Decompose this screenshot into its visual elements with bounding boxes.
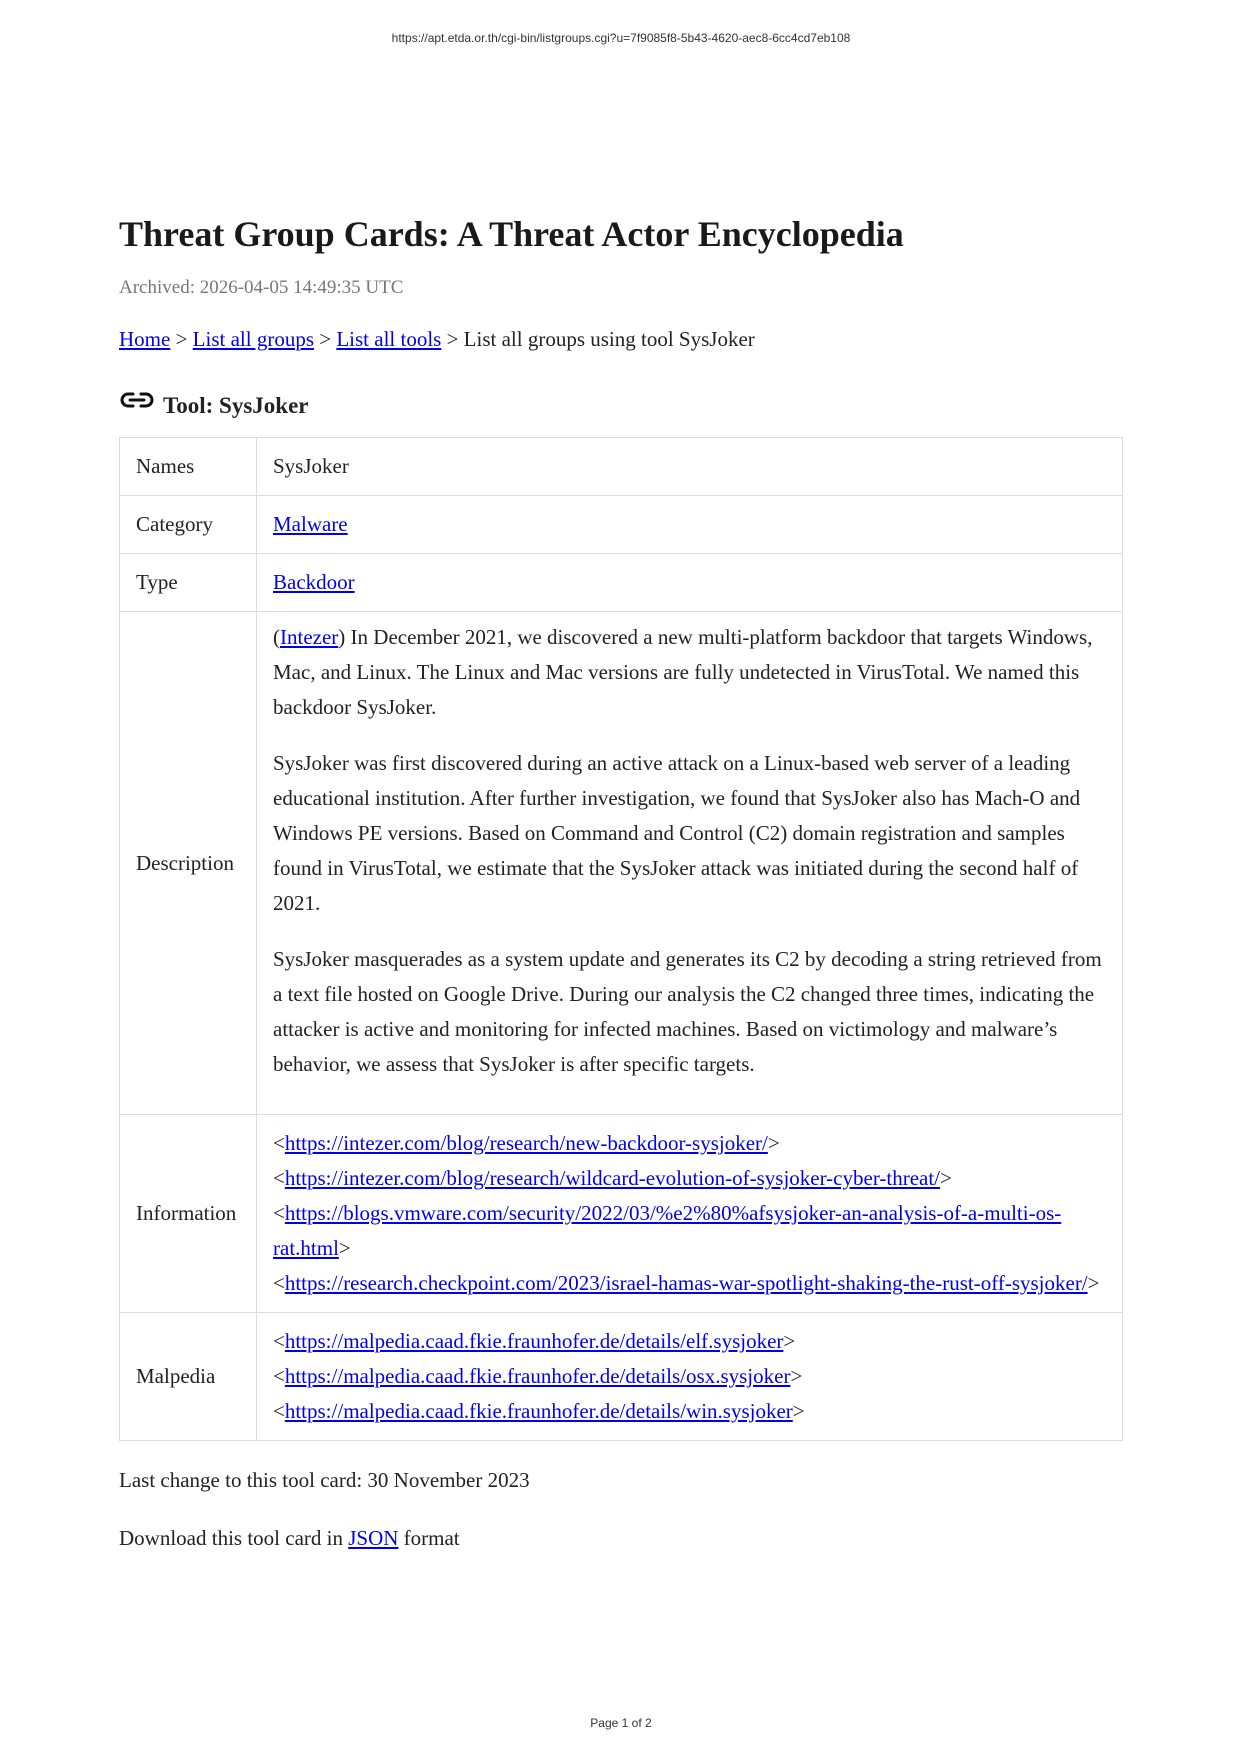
type-cell [257, 554, 1123, 612]
malpedia-link[interactable]: https://malpedia.caad.fkie.fraunhofer.de/details/osx.sysjoker [284, 1364, 791, 1388]
table-row [120, 1313, 1123, 1441]
angle-open: < [273, 1166, 285, 1190]
description-paragraph [273, 620, 1106, 725]
json-download-link[interactable]: JSON [348, 1526, 399, 1550]
breadcrumb-separator: > [170, 327, 193, 351]
reference-link[interactable]: https://intezer.com/blog/research/wildcard-evolution-of-sysjoker-cyber-threat/ [284, 1166, 941, 1190]
tool-heading-text: Tool: SysJoker [163, 393, 309, 418]
link-icon [119, 385, 155, 415]
breadcrumb-groups-link[interactable]: List all groups [192, 327, 314, 351]
description-cell [257, 612, 1123, 1115]
reference-line [273, 1196, 1106, 1266]
paren-open: ( [273, 625, 280, 649]
information-cell [257, 1115, 1123, 1313]
download-line [119, 1519, 1123, 1557]
angle-close: > [1087, 1271, 1100, 1295]
malpedia-cell [257, 1313, 1123, 1441]
page-title: Threat Group Cards: A Threat Actor Encyclopedia [119, 214, 904, 254]
malpedia-link[interactable]: https://malpedia.caad.fkie.fraunhofer.de/details/win.sysjoker [284, 1399, 793, 1423]
malpedia-line [273, 1359, 1106, 1394]
table-row [120, 612, 1123, 1115]
paren-close: ) [338, 625, 346, 649]
tool-heading [119, 385, 1123, 421]
angle-open: < [273, 1131, 285, 1155]
angle-open: < [273, 1271, 285, 1295]
malpedia-line [273, 1394, 1106, 1429]
angle-close: > [792, 1399, 805, 1423]
type-label: Type [120, 554, 257, 612]
breadcrumb-home-link[interactable]: Home [119, 327, 171, 351]
last-change-text: Last change to this tool card: 30 November 2023 [119, 1468, 530, 1492]
print-header-url: https://apt.etda.or.th/cgi-bin/listgroups.cgi?u=7f9085f8-5b43-4620-aec8-6cc4cd7eb108 [391, 31, 851, 45]
table-row [120, 554, 1123, 612]
reference-link[interactable]: https://research.checkpoint.com/2023/israel-hamas-war-spotlight-shaking-the-rust-off-sysjoker/ [284, 1271, 1088, 1295]
table-row [120, 438, 1123, 496]
angle-close: > [790, 1364, 803, 1388]
description-paragraph: SysJoker was first discovered during an active attack on a Linux-based web server of a leading educational institution. After further investigation, we found that SysJoker also has Mach-O and Windows PE versions. Based on Command and Control (C2) domain registration and samples found in VirusTotal, we estimate that the SysJoker attack was initiated during the second half of 2021. [273, 751, 1081, 915]
angle-open: < [273, 1399, 285, 1423]
table-row [120, 496, 1123, 554]
tool-card-table [119, 437, 1123, 1441]
main-content [119, 212, 1123, 1557]
description-text: In December 2021, we discovered a new multi-platform backdoor that targets Windows, Mac, and Linux. The Linux and Mac versions are fully undetected in VirusTotal. We named this backdoor SysJoker. [273, 625, 1093, 719]
breadcrumb-separator: > [314, 327, 337, 351]
breadcrumb [119, 325, 1123, 353]
reference-link[interactable]: https://intezer.com/blog/research/new-backdoor-sysjoker/ [284, 1131, 768, 1155]
angle-open: < [273, 1201, 285, 1225]
angle-open: < [273, 1329, 285, 1353]
names-label: Names [120, 438, 257, 496]
reference-link[interactable]: https://blogs.vmware.com/security/2022/03/%e2%80%afsysjoker-an-analysis-of-a-multi-os-rat.html [273, 1201, 1062, 1260]
angle-close: > [940, 1166, 952, 1190]
table-row [120, 1115, 1123, 1313]
breadcrumb-tools-link[interactable]: List all tools [336, 327, 442, 351]
names-value: SysJoker [257, 438, 1123, 496]
malpedia-link[interactable]: https://malpedia.caad.fkie.fraunhofer.de/details/elf.sysjoker [284, 1329, 784, 1353]
angle-close: > [767, 1131, 780, 1155]
angle-close: > [338, 1236, 351, 1260]
category-link[interactable]: Malware [273, 512, 348, 536]
breadcrumb-current: > List all groups using tool SysJoker [441, 327, 755, 351]
type-link[interactable]: Backdoor [273, 570, 355, 594]
page-number: Page 1 of 2 [590, 1716, 652, 1730]
malpedia-label: Malpedia [120, 1313, 257, 1441]
reference-line [273, 1266, 1106, 1301]
category-cell [257, 496, 1123, 554]
angle-open: < [273, 1364, 285, 1388]
malpedia-line [273, 1324, 1106, 1359]
download-prefix: Download this tool card in [119, 1526, 349, 1550]
category-label: Category [120, 496, 257, 554]
intezer-source-link[interactable]: Intezer [280, 625, 339, 649]
archived-timestamp: Archived: 2026-04-05 14:49:35 UTC [119, 277, 404, 298]
description-label: Description [120, 612, 257, 1115]
description-paragraph: SysJoker masquerades as a system update and generates its C2 by decoding a string retrieved from a text file hosted on Google Drive. During our analysis the C2 changed three times, indicating the attacker is active and monitoring for infected machines. Based on victimology and malware’s behavior, we assess that SysJoker is after specific targets. [273, 947, 1102, 1076]
reference-line [273, 1126, 1106, 1161]
download-suffix: format [398, 1526, 460, 1550]
angle-close: > [783, 1329, 796, 1353]
information-label: Information [120, 1115, 257, 1313]
reference-line [273, 1161, 1106, 1196]
